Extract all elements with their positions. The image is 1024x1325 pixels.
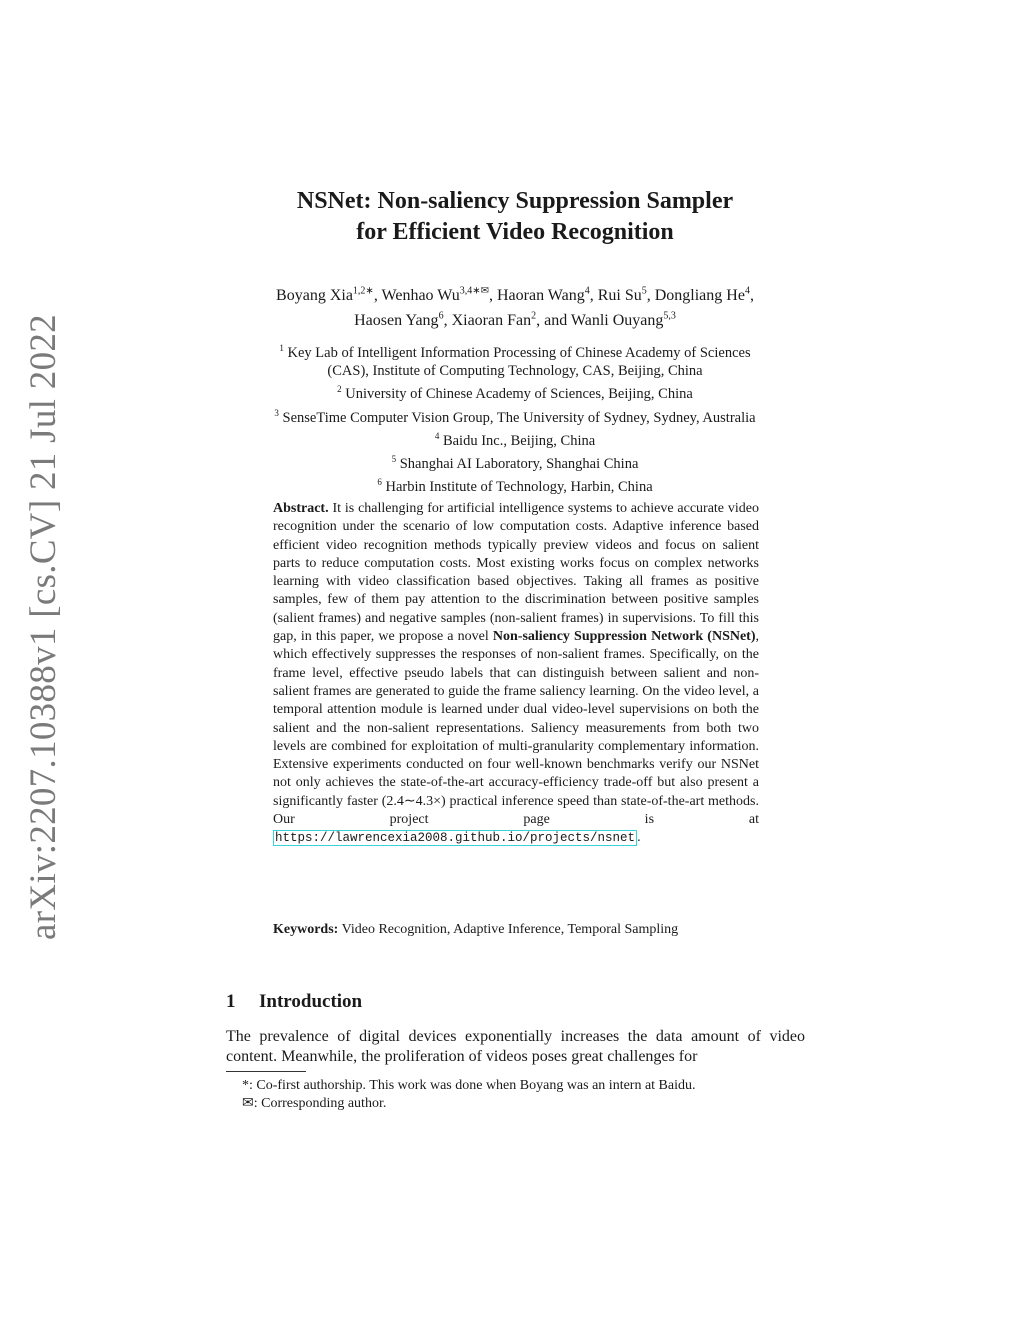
affiliation: $^5$ Shanghai AI Laboratory, Shanghai China xyxy=(391,453,639,472)
abstract-text: It is challenging for artificial intelligence systems to achieve accurate video recognition under the scenario of low computation costs. Adaptive inference based efficient video recognition methods typically preview videos and focus on salient parts to reduce computation costs. Most existing works focus on complex networks learning with video classification based objectives. Taking all frames as positive samples, few of them pay attention to the discrimination between positive samples (salient frames) and negative samples (non-salient frames) in supervisions. To fill this gap, in this paper, we propose a novel xyxy=(273,501,759,645)
keywords-text: Video Recognition, Adaptive Inference, Temporal Sampling xyxy=(341,922,679,937)
paper-title xyxy=(150,186,880,248)
affiliation: $^2$ University of Chinese Academy of Sciences, Beijing, China xyxy=(337,384,693,403)
author-list xyxy=(150,282,880,331)
affiliation: $^1$ Key Lab of Intelligent Information Processing of Chinese Academy of Sciences xyxy=(279,343,751,361)
project-page-link[interactable]: https://lawrencexia2008.github.io/projects/nsnet xyxy=(275,831,636,846)
abstract-text-cont: , which effectively suppresses the responses of non-salient frames. Specifically, on the frame level, effective pseudo labels that can distinguish between salient and non-salient frames are generated to guide the frame saliency learning. On the video level, a temporal attention module is learned under dual video-level supervisions on both the salient and the non-salient representations. Saliency measurements from both two levels are combined for exploitation of multi-granularity complementary information. Extensive experiments conducted on four well-known benchmarks verify our NSNet not only achieves the state-of-the-art accuracy-efficiency trade-off but also present a significantly faster (2.4∼4.3×) practical inference speed than state-of-the-art methods. Our project page is at xyxy=(273,629,760,828)
section-title: Introduction xyxy=(259,991,363,1012)
body-paragraph: The prevalence of digital devices exponentially increases the data amount of video content. Meanwhile, the proliferation of videos poses great challenges for xyxy=(226,1028,805,1065)
footnote: ✉: Corresponding author. xyxy=(242,1096,387,1111)
author: Haoran Wang$^4$, xyxy=(497,286,598,305)
affiliation: $^6$ Harbin Institute of Technology, Harbin, China xyxy=(377,476,653,495)
keywords xyxy=(273,921,759,939)
author: Xiaoran Fan$^2$, and xyxy=(451,310,571,329)
footnote-divider xyxy=(226,1071,306,1072)
affiliation: $^3$ SenseTime Computer Vision Group, The University of Sydney, Sydney, Australia xyxy=(274,407,756,426)
author: Dongliang He$^4$, xyxy=(654,286,754,305)
author: Wanli Ouyang$^{5,3}$ xyxy=(570,310,676,329)
author: Boyang Xia$^{1,2∗}$, xyxy=(276,286,382,305)
arxiv-identifier: arXiv:2207.10388v1 [cs.CV] 21 Jul 2022 xyxy=(23,314,64,940)
keywords-label: Keywords: xyxy=(273,922,339,937)
abstract-label: Abstract. xyxy=(273,501,329,516)
author: Haosen Yang$^6$, xyxy=(354,310,452,329)
section-heading xyxy=(226,990,362,1014)
author: Rui Su$^5$, xyxy=(597,286,655,305)
title-line-1: NSNet: Non-saliency Suppression Sampler xyxy=(296,188,734,214)
affiliation: (CAS), Institute of Computing Technology, CAS, Beijing, China xyxy=(327,363,703,380)
affiliation-list xyxy=(150,339,880,496)
footnote: *: Co-first authorship. This work was done when Boyang was an intern at Baidu. xyxy=(242,1078,696,1093)
footnotes xyxy=(242,1077,812,1113)
title-line-2: for Efficient Video Recognition xyxy=(356,219,674,245)
abstract: Abstract. It is challenging for artificial intelligence systems to achieve accurate video recognition under the scenario of low computation costs. Adaptive inference based efficient video recognition methods typically preview videos and focus on salient parts to reduce computation costs. Most existing works focus on complex networks learning with video classification based objectives. Taking all frames as positive samples, few of them pay attention to the discrimination between positive samples (salient frames) and negative samples (non-salient frames) in supervisions. To fill this gap, in this paper, we propose a novel Non-saliency Suppression Network (NSNet), which effectively suppresses the responses of non-salient frames. Specifically, on the frame level, effective pseudo labels that can distinguish between salient and non-salient frames are generated to guide the frame saliency learning. On the video level, a temporal attention module is learned under dual video-level supervisions on both the salient and the non-salient representations. Saliency measurements from both two levels are combined for exploitation of multi-granularity complementary information. Extensive experiments conducted on four well-known benchmarks verify our NSNet not only achieves the state-of-the-art accuracy-efficiency trade-off but also present a significantly faster (2.4∼4.3×) practical inference speed than state-of-the-art methods. Our project page is at https://lawrencexia2008.github.io/projects/nsnet . xyxy=(273,501,760,846)
section-number: 1 xyxy=(226,991,236,1012)
method-name: Non-saliency Suppression Network (NSNet) xyxy=(492,629,756,645)
affiliation: $^4$ Baidu Inc., Beijing, China xyxy=(434,430,596,449)
author: Wenhao $Wu^{3,4∗✉}$, xyxy=(381,286,497,305)
